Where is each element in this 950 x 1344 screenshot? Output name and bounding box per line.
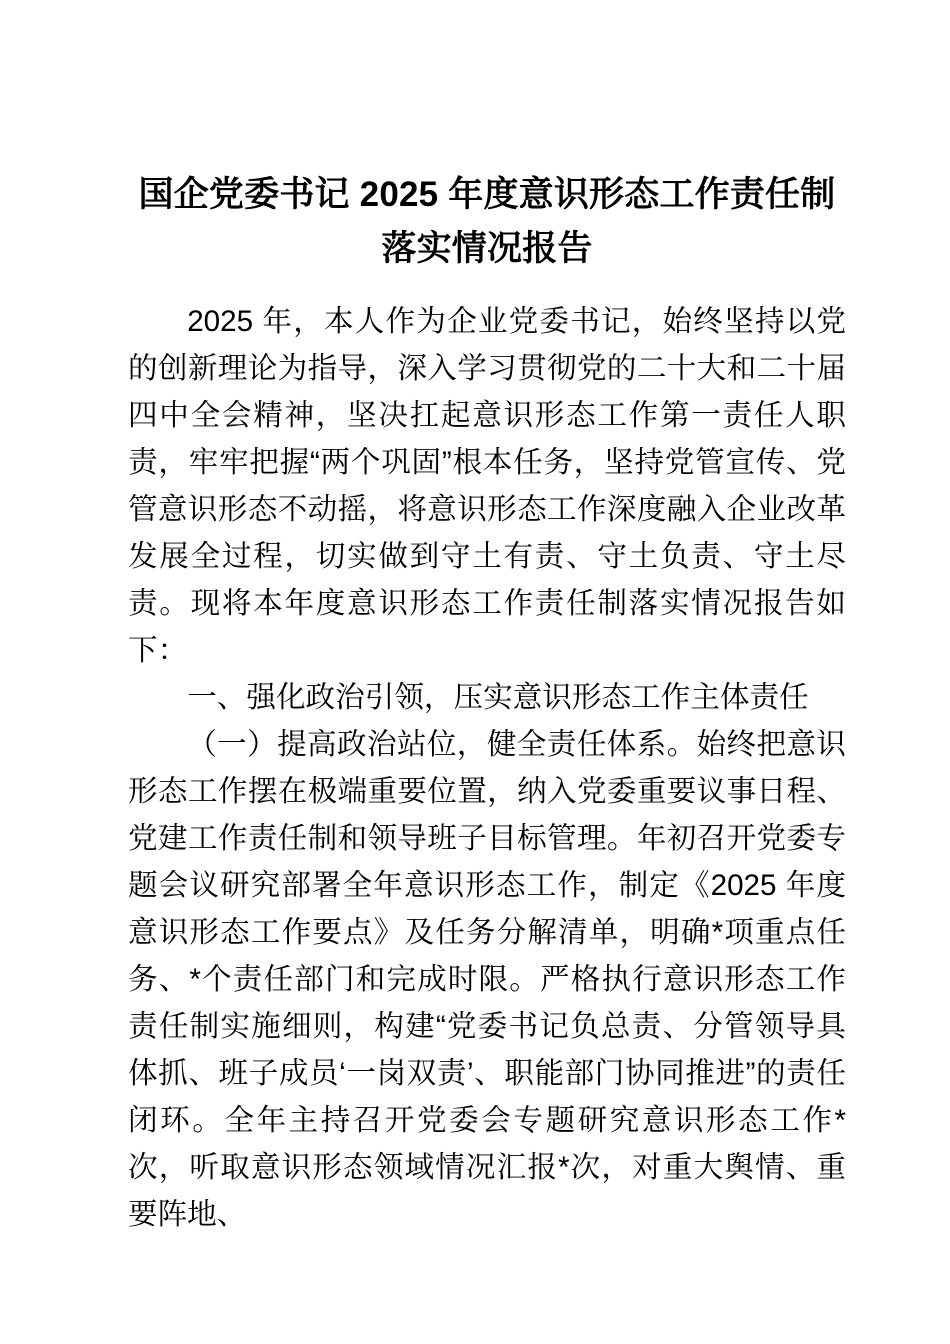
document-body bbox=[128, 298, 846, 1238]
document-title-line-2: 落实情况报告 bbox=[381, 229, 593, 268]
document-title-line-1: 国企党委书记 2025 年度意识形态工作责任制 bbox=[138, 175, 836, 214]
heading-section-1: 一、强化政治引领，压实意识形态工作主体责任 bbox=[187, 681, 809, 714]
document-title bbox=[128, 0, 846, 276]
document-content bbox=[128, 0, 846, 1344]
bottom-margin bbox=[128, 1238, 846, 1344]
paragraph-section-1-1: （一）提高政治站位，健全责任体系。始终把意识形态工作摆在极端重要位置，纳入党委重要议事日程、党建工作责任制和领导班子目标管理。年初召开党委专题会议研究部署全年意识形态工作，制定《2025 年度意识形态工作要点》及任务分解清单，明确*项重点任务、*个责任部门和完成时限。严格执行意识形态工作责任制实施细则，构建“党委书记负总责、分管领导具体抓、班子成员‘一岗双责’、职能部门协同推进”的责任闭环。全年主持召开党委会专题研究意识形态工作*次，听取意识形态领域情况汇报*次，对重大舆情、重要阵地、 bbox=[128, 728, 846, 1231]
paragraph-intro: 2025 年，本人作为企业党委书记，始终坚持以党的创新理论为指导，深入学习贯彻党的二十大和二十届四中全会精神，坚决扛起意识形态工作第一责任人职责，牢牢把握“两个巩固”根本任务，坚持党管宣传、党管意识形态不动摇，将意识形态工作深度融入企业改革发展全过程，切实做到守土有责、守土负责、守土尽责。现将本年度意识形态工作责任制落实情况报告如下： bbox=[128, 305, 846, 667]
